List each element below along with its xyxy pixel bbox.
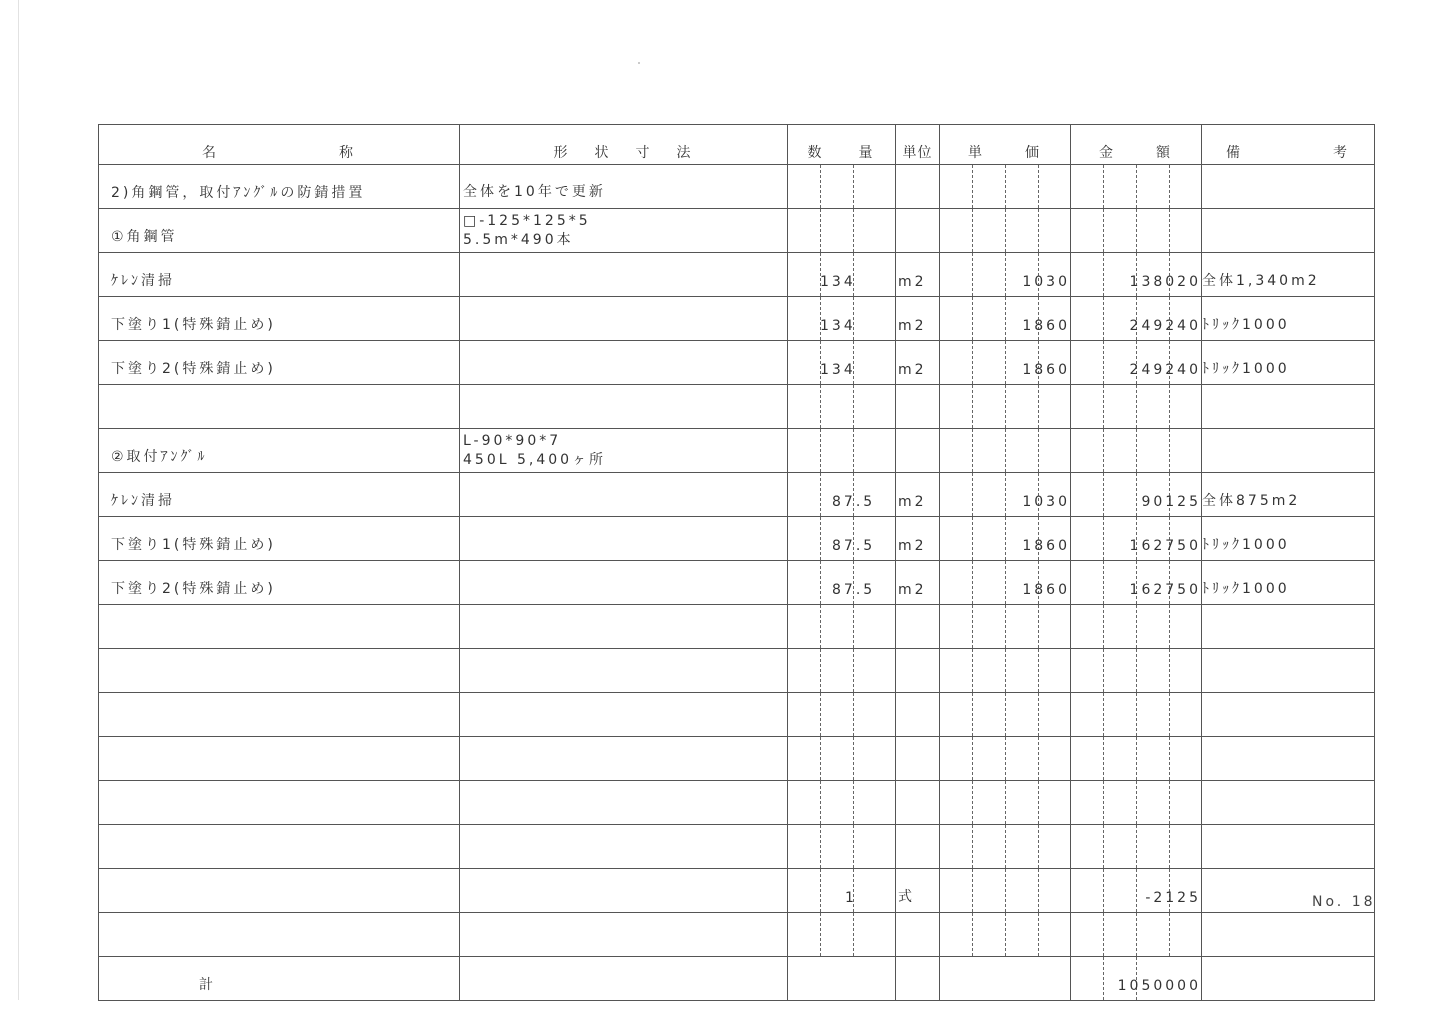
total-unit [896, 957, 940, 1001]
table-row [99, 429, 1375, 473]
header-amount: 金 額 [1071, 125, 1202, 165]
estimate-table [98, 124, 1375, 1001]
item-unit [896, 649, 940, 693]
item-unit [896, 605, 940, 649]
total-label: 計 [99, 957, 460, 1001]
item-amount [1071, 737, 1202, 781]
item-unit [896, 165, 940, 209]
item-unit-price [940, 781, 1071, 825]
item-unit [896, 825, 940, 869]
item-remark [1202, 913, 1375, 957]
item-remark: 全体1,340m2 [1202, 253, 1375, 297]
item-name: 下塗り2(特殊錆止め) [99, 561, 460, 605]
item-unit-price [940, 209, 1071, 253]
item-shape [460, 385, 788, 429]
page-number: No. 18 [1312, 894, 1376, 910]
item-unit-price [940, 825, 1071, 869]
page-edge [18, 0, 19, 1000]
item-unit [896, 737, 940, 781]
item-qty [788, 385, 896, 429]
item-name: ｹﾚﾝ清掃 [99, 253, 460, 297]
table-row [99, 913, 1375, 957]
item-amount [1071, 781, 1202, 825]
header-shape: 形 状 寸 法 [460, 125, 788, 165]
table-row [99, 341, 1375, 385]
item-amount [1071, 825, 1202, 869]
item-unit [896, 209, 940, 253]
item-qty [788, 737, 896, 781]
item-shape [460, 649, 788, 693]
item-qty [788, 693, 896, 737]
table-row [99, 869, 1375, 913]
item-unit [896, 781, 940, 825]
table-row [99, 825, 1375, 869]
total-price [940, 957, 1071, 1001]
header-price: 単 価 [940, 125, 1071, 165]
item-unit-price: 1860 [940, 561, 1071, 605]
item-qty [788, 429, 896, 473]
item-name [99, 825, 460, 869]
item-name: 下塗り1(特殊錆止め) [99, 517, 460, 561]
item-amount: -2125 [1071, 869, 1202, 913]
item-name [99, 781, 460, 825]
item-remark: ﾄﾘｯｸ1000 [1202, 341, 1375, 385]
item-amount [1071, 429, 1202, 473]
item-amount: 162750 [1071, 561, 1202, 605]
item-remark [1202, 649, 1375, 693]
item-shape [460, 341, 788, 385]
item-shape: □-125*125*5 5.5m*490本 [460, 209, 788, 253]
table-row [99, 649, 1375, 693]
item-amount [1071, 165, 1202, 209]
item-remark: ﾄﾘｯｸ1000 [1202, 561, 1375, 605]
item-shape [460, 913, 788, 957]
item-qty: 87.5 [788, 473, 896, 517]
item-name [99, 913, 460, 957]
item-shape [460, 517, 788, 561]
item-shape [460, 869, 788, 913]
item-amount: 249240 [1071, 341, 1202, 385]
item-unit-price: 1030 [940, 253, 1071, 297]
item-qty [788, 913, 896, 957]
item-unit-price: 1860 [940, 517, 1071, 561]
header-remark: 備 考 [1202, 125, 1375, 165]
item-amount [1071, 209, 1202, 253]
speck [638, 62, 640, 64]
item-qty: 134 [788, 253, 896, 297]
table-row [99, 473, 1375, 517]
item-unit-price [940, 165, 1071, 209]
item-shape [460, 825, 788, 869]
item-qty [788, 781, 896, 825]
total-qty [788, 957, 896, 1001]
item-shape [460, 737, 788, 781]
item-name [99, 737, 460, 781]
item-unit: 式 [896, 869, 940, 913]
item-name [99, 649, 460, 693]
item-qty [788, 649, 896, 693]
item-shape [460, 693, 788, 737]
item-amount [1071, 605, 1202, 649]
item-amount [1071, 385, 1202, 429]
item-qty: 134 [788, 297, 896, 341]
item-amount: 249240 [1071, 297, 1202, 341]
item-remark [1202, 737, 1375, 781]
item-unit-price [940, 429, 1071, 473]
item-qty [788, 209, 896, 253]
item-remark [1202, 605, 1375, 649]
total-amount: 1050000 [1071, 957, 1202, 1001]
item-unit: m2 [896, 561, 940, 605]
item-shape [460, 605, 788, 649]
item-unit-price: 1860 [940, 341, 1071, 385]
total-shape [460, 957, 788, 1001]
item-amount [1071, 913, 1202, 957]
table-row [99, 385, 1375, 429]
item-name [99, 605, 460, 649]
item-unit: m2 [896, 473, 940, 517]
table-row [99, 517, 1375, 561]
item-unit-price [940, 869, 1071, 913]
table-row [99, 605, 1375, 649]
item-remark [1202, 209, 1375, 253]
item-unit-price [940, 385, 1071, 429]
item-unit [896, 913, 940, 957]
item-name: 下塗り2(特殊錆止め) [99, 341, 460, 385]
item-name [99, 385, 460, 429]
item-unit: m2 [896, 517, 940, 561]
item-qty [788, 825, 896, 869]
item-unit [896, 693, 940, 737]
item-name [99, 869, 460, 913]
item-unit-price [940, 649, 1071, 693]
item-shape [460, 297, 788, 341]
item-remark: ﾄﾘｯｸ1000 [1202, 517, 1375, 561]
header-row [99, 125, 1375, 165]
item-amount: 90125 [1071, 473, 1202, 517]
item-unit: m2 [896, 253, 940, 297]
table-row [99, 297, 1375, 341]
item-remark: ﾄﾘｯｸ1000 [1202, 297, 1375, 341]
header-unit: 単位 [896, 125, 940, 165]
table-row [99, 693, 1375, 737]
item-unit: m2 [896, 297, 940, 341]
item-qty: 1 [788, 869, 896, 913]
item-amount [1071, 649, 1202, 693]
item-unit-price [940, 913, 1071, 957]
table-row [99, 561, 1375, 605]
item-unit-price [940, 737, 1071, 781]
item-unit-price: 1030 [940, 473, 1071, 517]
item-remark [1202, 781, 1375, 825]
item-name: 下塗り1(特殊錆止め) [99, 297, 460, 341]
total-row [99, 957, 1375, 1001]
item-name: ①角鋼管 [99, 209, 460, 253]
header-qty: 数 量 [788, 125, 896, 165]
item-unit-price: 1860 [940, 297, 1071, 341]
item-name [99, 693, 460, 737]
item-qty: 134 [788, 341, 896, 385]
item-unit [896, 429, 940, 473]
item-qty [788, 605, 896, 649]
item-unit-price [940, 605, 1071, 649]
table-row [99, 781, 1375, 825]
item-remark [1202, 165, 1375, 209]
item-shape [460, 561, 788, 605]
item-name: ②取付ｱﾝｸﾞﾙ [99, 429, 460, 473]
item-qty: 87.5 [788, 517, 896, 561]
item-qty: 87.5 [788, 561, 896, 605]
item-unit: m2 [896, 341, 940, 385]
item-amount [1071, 693, 1202, 737]
item-remark [1202, 429, 1375, 473]
item-qty [788, 165, 896, 209]
item-amount: 162750 [1071, 517, 1202, 561]
item-unit [896, 385, 940, 429]
item-remark [1202, 693, 1375, 737]
item-shape [460, 253, 788, 297]
table-row [99, 253, 1375, 297]
item-shape: 全体を10年で更新 [460, 165, 788, 209]
item-remark [1202, 385, 1375, 429]
item-remark: 全体875m2 [1202, 473, 1375, 517]
table-row [99, 209, 1375, 253]
table-row [99, 165, 1375, 209]
table-row [99, 737, 1375, 781]
header-name: 名 称 [99, 125, 460, 165]
item-name: 2)角鋼管，取付ｱﾝｸﾞﾙの防錆措置 [99, 165, 460, 209]
item-shape [460, 781, 788, 825]
total-remark [1202, 957, 1375, 1001]
item-shape [460, 473, 788, 517]
item-unit-price [940, 693, 1071, 737]
item-remark [1202, 825, 1375, 869]
item-shape: L-90*90*7 450L 5,400ヶ所 [460, 429, 788, 473]
item-amount: 138020 [1071, 253, 1202, 297]
item-name: ｹﾚﾝ清掃 [99, 473, 460, 517]
